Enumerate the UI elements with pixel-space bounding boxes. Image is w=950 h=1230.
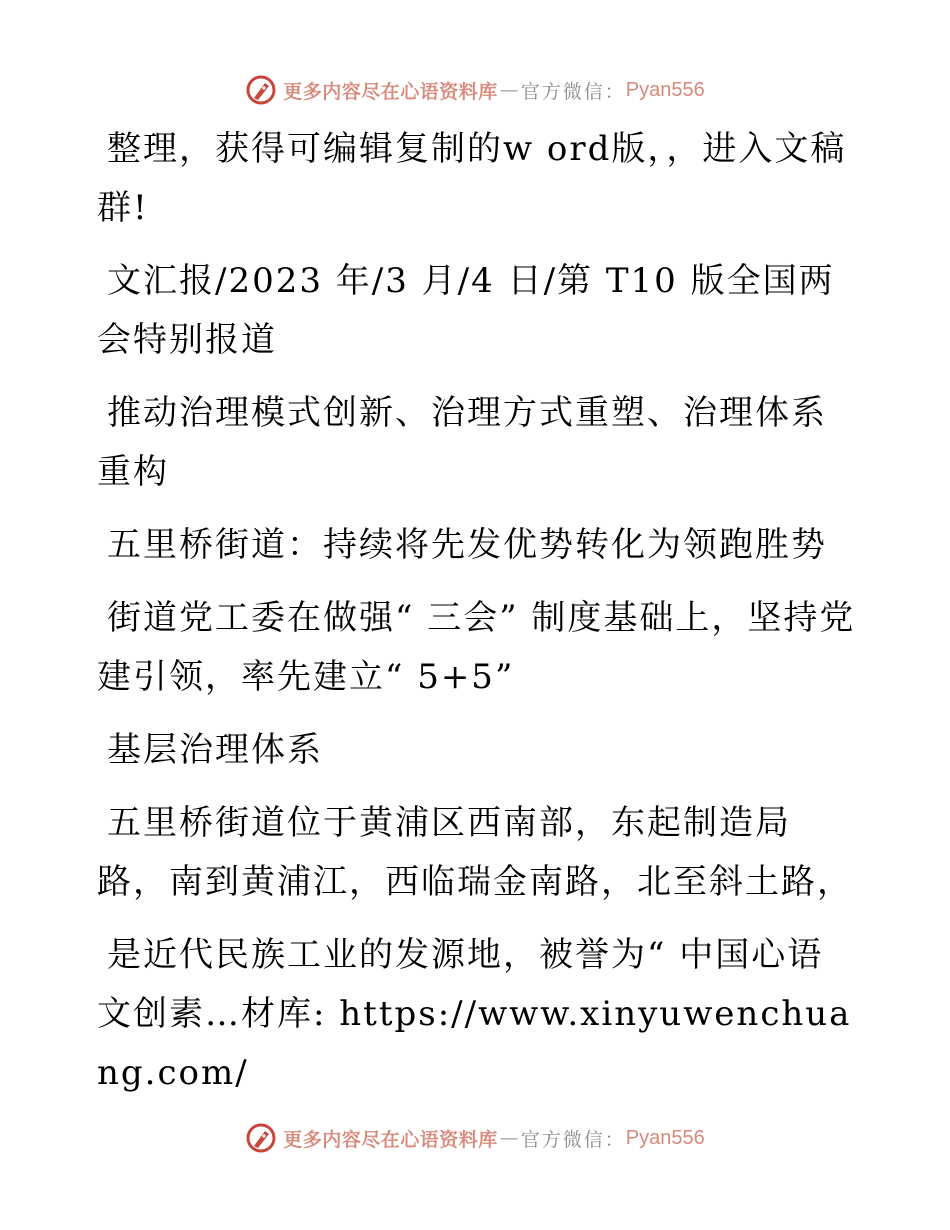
footer-watermark	[0, 1118, 950, 1158]
paragraph-intro: 整理，获得可编辑复制的w ord版，，进入文稿群!	[97, 129, 847, 228]
document-body	[97, 120, 857, 1103]
paragraph-body-4: 是近代民族工业的发源地，被誉为“ 中国心语文创素…材库: https://www.xinyuwenchuang.com/	[97, 935, 852, 1093]
watermark-main-text: 更多内容尽在心语资料库	[283, 80, 498, 103]
header-watermark	[0, 70, 950, 110]
watermark-dash: —	[499, 1127, 519, 1149]
watermark-official-label: 官方微信：	[520, 1128, 626, 1151]
watermark-wechat-id: Pyan556	[625, 1126, 705, 1149]
watermark-wechat-id: Pyan556	[625, 78, 705, 101]
watermark-dash: —	[499, 79, 519, 101]
paragraph-body-3: 五里桥街道位于黄浦区西南部，东起制造局路，南到黄浦江，西临瑞金南路，北至斜土路，	[97, 803, 853, 902]
paragraph-body-1: 街道党工委在做强“ 三会” 制度基础上，坚持党建引领，率先建立“ 5+5”	[97, 598, 856, 697]
paragraph-source: 文汇报/2023 年/3 月/4 日/第 T10 版全国两会特别报道	[97, 261, 835, 360]
paragraph-body-2: 基层治理体系	[107, 730, 323, 770]
pen-nib-circle-icon	[245, 1122, 277, 1154]
paragraph-subheadline: 五里桥街道：持续将先发优势转化为领跑胜势	[107, 525, 827, 565]
paragraph-headline: 推动治理模式创新、治理方式重塑、治理体系重构	[97, 393, 827, 492]
watermark-main-text: 更多内容尽在心语资料库	[283, 1128, 498, 1151]
watermark-official-label: 官方微信：	[520, 80, 626, 103]
pen-nib-circle-icon	[245, 74, 277, 106]
